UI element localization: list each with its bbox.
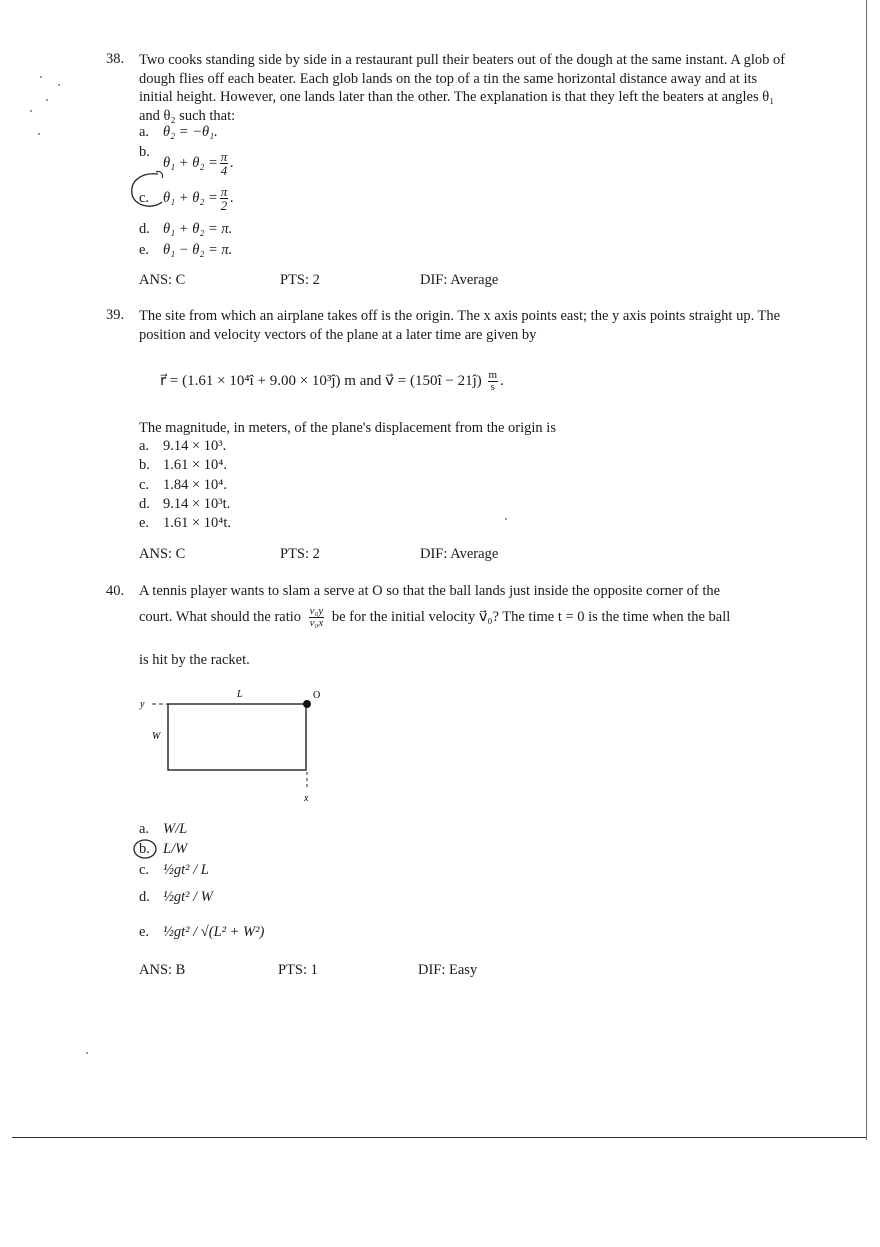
label-W: W: [152, 731, 161, 742]
points: PTS: 2: [280, 272, 320, 288]
vector-equation: r⃗ = (1.61 × 10⁴î + 9.00 × 10³ĵ) m and v⃗ = (150î − 21ĵ) $\frac{m}{s}$ .: [160, 369, 504, 393]
question-prompt: The magnitude, in meters, of the plane's displacement from the origin is: [139, 420, 556, 436]
court-diagram: [130, 684, 330, 809]
difficulty: DIF: Average: [420, 272, 499, 288]
scan-speck: [38, 133, 40, 135]
scan-speck: [40, 76, 42, 78]
question-text-line1: A tennis player wants to slam a serve at O so that the ball lands just inside the opposite corner of the: [139, 583, 721, 599]
option-a: a. W/L: [139, 821, 188, 837]
question-text-line3: is hit by the racket.: [139, 652, 250, 668]
option-b: b.θ₁ + θ₂ = $\frac{\pi}{4}$ .: [139, 144, 234, 178]
scan-speck: [86, 1052, 88, 1054]
answer-circle-mark: [131, 837, 161, 861]
page-right-edge: [866, 0, 867, 1140]
question-text-line2: court. What should the ratio $\frac{\text{v₀y}}{\text{v₀x}}$ be for the initial velocity v⃗₀? The time t = 0 is the time when the ball: [139, 605, 731, 629]
option-c: c. θ₁ + θ₂ = $\frac{\pi}{2}$ .: [139, 184, 234, 213]
answer-circle-mark: [128, 168, 170, 214]
court-rectangle: [168, 704, 306, 770]
scan-speck: [30, 110, 32, 112]
question-number: 39.: [106, 307, 125, 323]
option-c: c. ½gt² / L: [139, 862, 209, 878]
question-text: The site from which an airplane takes off is the origin. The x axis points east; the y axis points straight up. The position and velocity vectors of the plane at a later time are given by: [139, 308, 781, 343]
scan-speck: [505, 518, 507, 520]
question-number: 38.: [106, 51, 125, 67]
point-o-dot: [303, 700, 311, 708]
option-e: e. θ₁ − θ₂ = π.: [139, 242, 233, 258]
option-a: a. 9.14 × 10³.: [139, 438, 227, 454]
option-b: b. L/W: [139, 841, 188, 857]
answer-key: ANS: C: [139, 546, 186, 562]
option-e: e. 1.61 × 10⁴t.: [139, 515, 232, 531]
option-b: b. 1.61 × 10⁴.: [139, 457, 227, 473]
option-d: d. ½gt² / W: [139, 889, 213, 905]
question-number: 40.: [106, 583, 125, 599]
label-x: x: [304, 793, 309, 804]
page-bottom-edge: [12, 1137, 867, 1138]
answer-key: ANS: B: [139, 962, 186, 978]
option-a: a. θ₂ = −θ₁.: [139, 124, 218, 140]
question-text: Two cooks standing side by side in a restaurant pull their beaters out of the dough at the same instant. A glob of dough flies off each beater. Each glob lands on the top of a tin the same horizontal distance away and at its initial height. However, one lands later than the other. The explanation is that they left the beaters at angles θ₁ and θ₂ such that:: [139, 52, 786, 124]
option-e: e. ½gt² / √(L² + W²): [139, 924, 265, 940]
label-O: O: [313, 690, 321, 701]
label-y: y: [140, 699, 145, 710]
scan-speck: [58, 84, 60, 86]
difficulty: DIF: Average: [420, 546, 499, 562]
points: PTS: 2: [280, 546, 320, 562]
label-L: L: [237, 689, 243, 700]
answer-key: ANS: C: [139, 272, 186, 288]
option-d: d. θ₁ + θ₂ = π.: [139, 221, 233, 237]
scan-speck: [46, 99, 48, 101]
option-d: d. 9.14 × 10³t.: [139, 496, 231, 512]
option-c: c. 1.84 × 10⁴.: [139, 477, 227, 493]
points: PTS: 1: [278, 962, 318, 978]
difficulty: DIF: Easy: [418, 962, 478, 978]
